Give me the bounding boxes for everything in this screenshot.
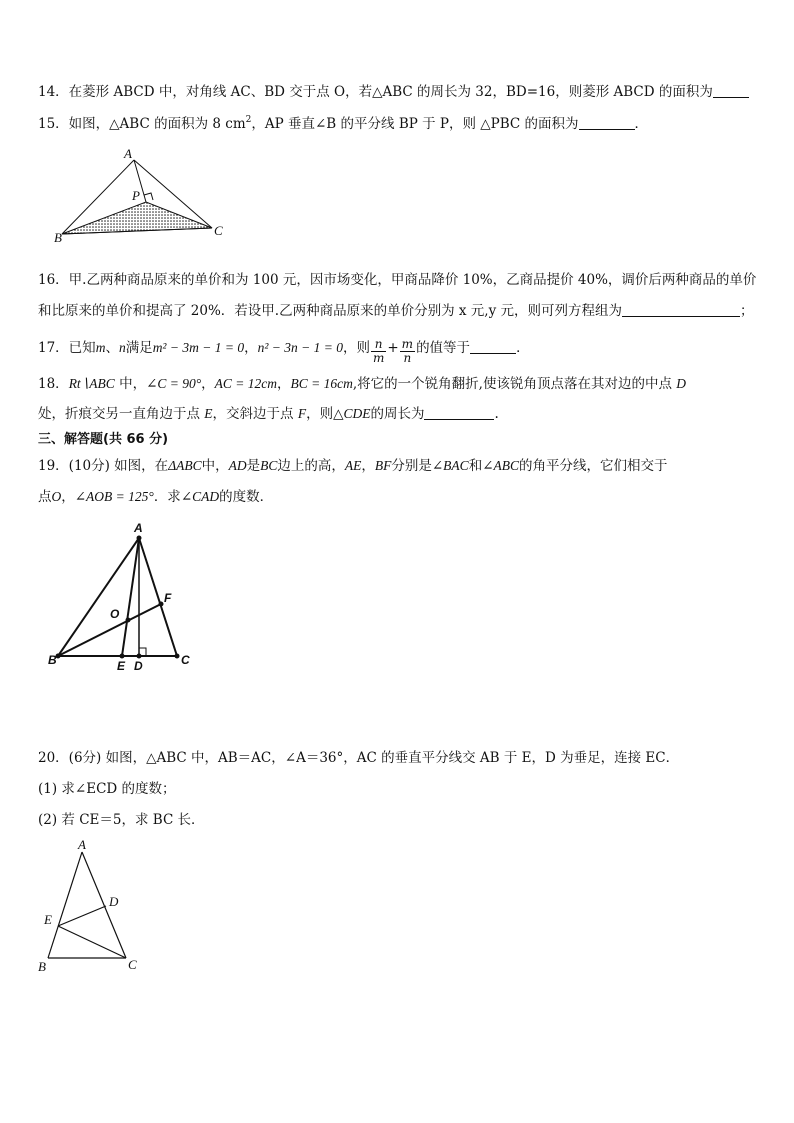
q19-text-g: 和 — [468, 458, 483, 474]
q19-angle-aob: ∠AOB = 125° — [74, 489, 154, 504]
question-16-line-1 — [38, 270, 756, 290]
q19-line2-c: ．求 — [153, 489, 181, 505]
question-19-line-1 — [38, 456, 668, 476]
q18-text-c: ， — [201, 376, 215, 392]
q15-end: ． — [634, 116, 649, 132]
question-20-line-1 — [38, 748, 679, 768]
q19-label-d: D — [134, 659, 143, 673]
q20-label-e: E — [44, 912, 52, 927]
q17-sep: 、 — [105, 340, 119, 356]
q19-text-d: 边上的高， — [277, 458, 345, 474]
q19-point-d-dot — [137, 654, 142, 659]
q16-line-2: 和比原来的单价和提高了 20%．若设甲.乙两种商品原来的单价分别为 x 元,y 元，则可列方程组为 — [38, 303, 622, 319]
q18-point-d: D — [676, 376, 686, 391]
q15-label-c: C — [214, 223, 223, 238]
q18-line2-a: 处，折痕交另一直角边于点 — [38, 406, 205, 422]
q19-point-f-dot — [159, 602, 164, 607]
q18-rt-triangle: Rt∖ABC — [68, 376, 115, 391]
q14-text: 14．在菱形 ABCD 中，对角线 AC、BD 交于点 O，若△ABC 的周长为 32，BD=16，则菱形 ABCD 的面积为 — [38, 84, 713, 100]
q17-answer-blank[interactable] — [470, 339, 516, 354]
section-3-heading: 三、解答题(共 66 分) — [38, 432, 169, 447]
q19-label-c: C — [181, 653, 190, 667]
question-19-line-2 — [38, 487, 273, 507]
q17-text-e: 的值等于 — [416, 340, 471, 356]
q19-point-o-dot — [126, 618, 131, 623]
q14-answer-blank[interactable] — [713, 83, 749, 98]
q20-line-1: 20．(6分) 如图，△ABC 中，AB＝AC，∠A＝36°，AC 的垂直平分线交 AB 于 E，D 为垂足，连接 EC． — [38, 750, 680, 766]
q18-end: . — [494, 406, 499, 422]
q15-label-p: P — [132, 188, 140, 203]
question-18-line-2 — [38, 404, 499, 424]
q18-line2-d: 的周长为 — [370, 406, 425, 422]
q19-triangle-abc: ΔABC — [168, 458, 202, 473]
q15-superscript: 2 — [245, 115, 252, 125]
q19-label-b: B — [48, 653, 57, 667]
q18-text-b: 中， — [114, 376, 147, 392]
q17-var-m: m — [95, 340, 106, 355]
q20-label-d: D — [109, 894, 119, 909]
q20-label-c: C — [128, 957, 137, 972]
q17-text-a: 17．已知 — [38, 340, 96, 356]
q17-text-d: ，则 — [342, 340, 370, 356]
q20-segment-ec — [58, 926, 126, 958]
q19-text-b: 中， — [201, 458, 229, 474]
q19-label-f: F — [164, 591, 172, 605]
q17-equation-1: m² − 3m − 1 = 0 — [152, 340, 245, 355]
question-17 — [38, 338, 530, 365]
q19-text-h: 的角平分线，它们相交于 — [519, 458, 668, 474]
q15-label-b: B — [54, 230, 62, 245]
q18-bc-length: BC = 16cm — [290, 376, 353, 391]
q17-text-c: ， — [244, 340, 258, 356]
question-20-part-1 — [38, 779, 176, 799]
q17-text-b: 满足 — [125, 340, 153, 356]
q18-triangle-cde: △CDE — [333, 406, 371, 421]
question-14 — [38, 82, 749, 102]
q19-bf: BF — [374, 458, 392, 473]
q17-fraction-n-over-m — [371, 338, 386, 365]
q19-text-f: 分别是 — [391, 458, 432, 474]
q18-text-e: ,将它的一个锐角翻折,使该锐角顶点落在其对边的中点 — [352, 376, 677, 392]
q19-line2-a: 点 — [38, 489, 52, 505]
q19-angle-cad: ∠CAD — [180, 489, 220, 504]
q17-frac2-numerator: m — [401, 337, 414, 351]
q19-line2-b: ， — [61, 489, 75, 505]
q19-side-ab — [58, 538, 139, 656]
q17-frac2-denominator: n — [403, 351, 412, 365]
q17-equation-2: n² − 3n − 1 = 0 — [257, 340, 343, 355]
q19-ae: AE — [344, 458, 362, 473]
q20-part-1: (1) 求∠ECD 的度数； — [38, 781, 176, 797]
q19-bisector-ae — [122, 538, 139, 656]
q18-line2-c: ，则 — [306, 406, 334, 422]
q17-fraction-m-over-n — [400, 338, 415, 365]
q19-line2-d: 的度数． — [219, 489, 274, 505]
q16-answer-blank[interactable] — [622, 302, 740, 317]
q20-side-ab — [48, 852, 82, 958]
q19-text-a: 19．(10分) 如图，在 — [38, 458, 169, 474]
q17-frac1-denominator: m — [372, 351, 385, 365]
q18-line2-b: ，交斜边于点 — [212, 406, 298, 422]
q17-var-n: n — [118, 340, 126, 355]
q19-point-e-dot — [120, 654, 125, 659]
q20-segment-ed — [58, 906, 106, 926]
q18-point-f: F — [297, 406, 307, 421]
question-15 — [38, 114, 648, 134]
q18-point-e: E — [204, 406, 213, 421]
q18-text-d: ， — [277, 376, 291, 392]
q20-label-a: A — [78, 838, 86, 852]
q20-side-ac — [82, 852, 126, 958]
q19-point-o: O — [51, 489, 62, 504]
question-16-line-2 — [38, 301, 754, 321]
q19-angle-abc: ∠ABC — [482, 458, 519, 473]
q19-text-e: ， — [361, 458, 375, 474]
q18-answer-blank[interactable] — [424, 405, 494, 420]
q15-answer-blank[interactable] — [579, 115, 635, 130]
q15-label-a: A — [124, 146, 132, 161]
question-20-part-2 — [38, 810, 205, 830]
q17-plus: + — [387, 340, 399, 356]
q20-figure — [34, 838, 154, 978]
q19-point-c-dot — [175, 654, 180, 659]
q19-bc: BC — [260, 458, 278, 473]
q17-frac1-numerator: n — [371, 338, 386, 352]
q16-line-1: 16．甲.乙两种商品原来的单价和为 100 元，因市场变化，甲商品降价 10%，乙商品提价 40%，调价后两种商品的单价 — [38, 272, 757, 288]
q19-label-a: A — [134, 521, 143, 535]
q19-angle-bac: ∠BAC — [431, 458, 469, 473]
q19-point-a-dot — [137, 536, 142, 541]
q19-text-c: 是 — [246, 458, 261, 474]
q19-figure — [40, 518, 210, 678]
q15-figure — [50, 142, 240, 252]
q17-end: ． — [516, 340, 530, 356]
q18-text-a: 18． — [38, 376, 69, 392]
q16-end: ； — [740, 303, 754, 319]
q15-text-a: 15．如图，△ABC 的面积为 8 cm — [38, 116, 246, 132]
q20-part-2: (2) 若 CE＝5，求 BC 长． — [38, 812, 205, 828]
q15-text-b: ，AP 垂直∠B 的平分线 BP 于 P，则 △PBC 的面积为 — [251, 116, 579, 132]
q20-label-b: B — [38, 959, 46, 974]
question-18-line-1 — [38, 374, 686, 394]
q18-ac-length: AC = 12cm — [214, 376, 278, 391]
q19-label-o: O — [110, 607, 120, 621]
q19-label-e: E — [117, 659, 126, 673]
q18-angle-c: ∠C = 90° — [146, 376, 202, 391]
q19-ad: AD — [228, 458, 247, 473]
